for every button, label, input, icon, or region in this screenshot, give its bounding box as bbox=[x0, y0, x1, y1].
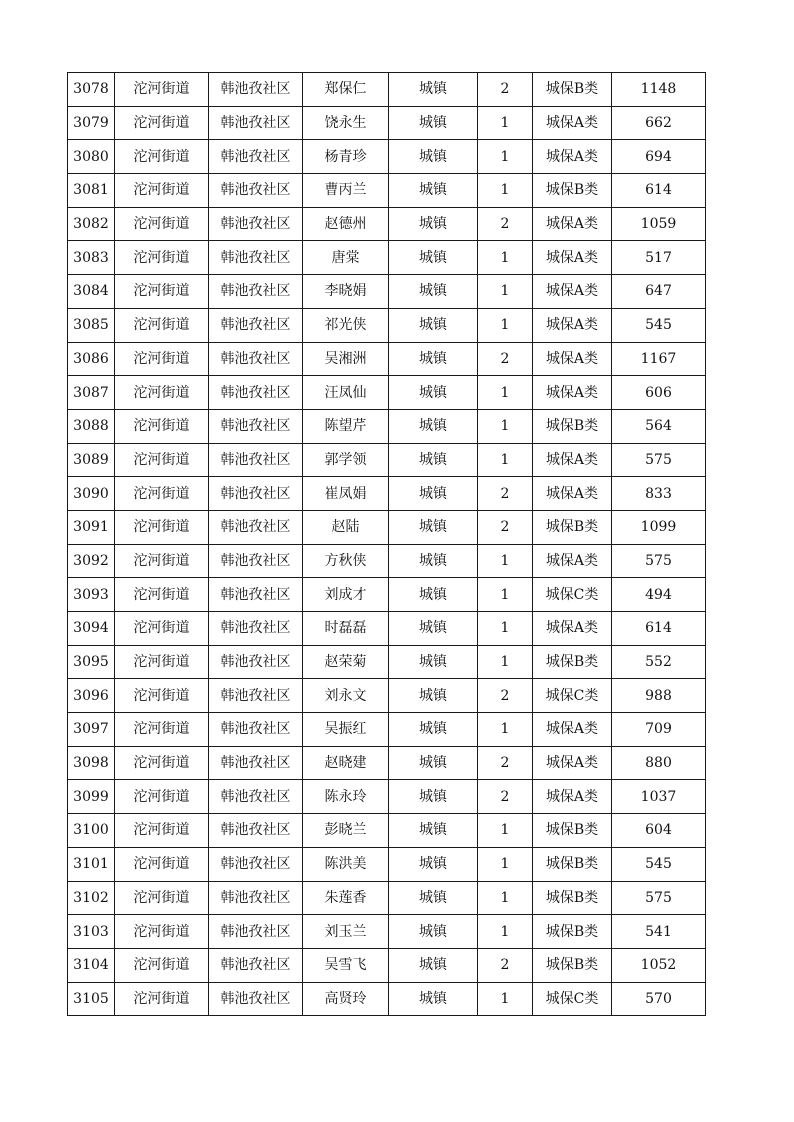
community-cell: 韩池孜社区 bbox=[209, 847, 303, 881]
community-cell: 韩池孜社区 bbox=[209, 645, 303, 679]
record-number-cell: 3096 bbox=[68, 679, 115, 713]
category-cell: 城保A类 bbox=[533, 308, 612, 342]
household-size-cell: 1 bbox=[478, 544, 533, 578]
allowance-table bbox=[67, 72, 706, 1016]
record-number-cell: 3093 bbox=[68, 578, 115, 612]
street-cell: 沱河街道 bbox=[115, 376, 209, 410]
table-row bbox=[68, 308, 706, 342]
record-number-cell: 3097 bbox=[68, 713, 115, 747]
area-type-cell: 城镇 bbox=[389, 948, 478, 982]
area-type-cell: 城镇 bbox=[389, 241, 478, 275]
community-cell: 韩池孜社区 bbox=[209, 342, 303, 376]
category-cell: 城保B类 bbox=[533, 409, 612, 443]
record-number-cell: 3104 bbox=[68, 948, 115, 982]
amount-cell: 552 bbox=[612, 645, 706, 679]
table-row bbox=[68, 915, 706, 949]
person-name-cell: 汪凤仙 bbox=[303, 376, 389, 410]
household-size-cell: 2 bbox=[478, 207, 533, 241]
category-cell: 城保B类 bbox=[533, 881, 612, 915]
area-type-cell: 城镇 bbox=[389, 713, 478, 747]
record-number-cell: 3095 bbox=[68, 645, 115, 679]
household-size-cell: 1 bbox=[478, 982, 533, 1016]
community-cell: 韩池孜社区 bbox=[209, 915, 303, 949]
amount-cell: 614 bbox=[612, 174, 706, 208]
person-name-cell: 刘成才 bbox=[303, 578, 389, 612]
person-name-cell: 方秋侠 bbox=[303, 544, 389, 578]
area-type-cell: 城镇 bbox=[389, 174, 478, 208]
record-number-cell: 3089 bbox=[68, 443, 115, 477]
household-size-cell: 1 bbox=[478, 376, 533, 410]
amount-cell: 988 bbox=[612, 679, 706, 713]
street-cell: 沱河街道 bbox=[115, 881, 209, 915]
person-name-cell: 朱莲香 bbox=[303, 881, 389, 915]
person-name-cell: 陈洪美 bbox=[303, 847, 389, 881]
category-cell: 城保C类 bbox=[533, 679, 612, 713]
household-size-cell: 2 bbox=[478, 746, 533, 780]
household-size-cell: 1 bbox=[478, 409, 533, 443]
table-row bbox=[68, 241, 706, 275]
category-cell: 城保A类 bbox=[533, 342, 612, 376]
category-cell: 城保B类 bbox=[533, 915, 612, 949]
street-cell: 沱河街道 bbox=[115, 342, 209, 376]
street-cell: 沱河街道 bbox=[115, 847, 209, 881]
amount-cell: 1052 bbox=[612, 948, 706, 982]
household-size-cell: 2 bbox=[478, 73, 533, 107]
category-cell: 城保A类 bbox=[533, 376, 612, 410]
table-row bbox=[68, 612, 706, 646]
area-type-cell: 城镇 bbox=[389, 847, 478, 881]
person-name-cell: 崔凤娟 bbox=[303, 477, 389, 511]
table-row bbox=[68, 409, 706, 443]
category-cell: 城保C类 bbox=[533, 982, 612, 1016]
record-number-cell: 3092 bbox=[68, 544, 115, 578]
amount-cell: 1099 bbox=[612, 510, 706, 544]
record-number-cell: 3099 bbox=[68, 780, 115, 814]
street-cell: 沱河街道 bbox=[115, 544, 209, 578]
area-type-cell: 城镇 bbox=[389, 510, 478, 544]
area-type-cell: 城镇 bbox=[389, 814, 478, 848]
amount-cell: 1148 bbox=[612, 73, 706, 107]
amount-cell: 494 bbox=[612, 578, 706, 612]
street-cell: 沱河街道 bbox=[115, 948, 209, 982]
record-number-cell: 3098 bbox=[68, 746, 115, 780]
category-cell: 城保B类 bbox=[533, 814, 612, 848]
person-name-cell: 李晓娟 bbox=[303, 275, 389, 309]
street-cell: 沱河街道 bbox=[115, 308, 209, 342]
amount-cell: 575 bbox=[612, 443, 706, 477]
table-row bbox=[68, 544, 706, 578]
community-cell: 韩池孜社区 bbox=[209, 409, 303, 443]
household-size-cell: 1 bbox=[478, 645, 533, 679]
record-number-cell: 3103 bbox=[68, 915, 115, 949]
household-size-cell: 1 bbox=[478, 443, 533, 477]
category-cell: 城保C类 bbox=[533, 578, 612, 612]
table-row bbox=[68, 780, 706, 814]
street-cell: 沱河街道 bbox=[115, 73, 209, 107]
community-cell: 韩池孜社区 bbox=[209, 207, 303, 241]
amount-cell: 604 bbox=[612, 814, 706, 848]
table-row bbox=[68, 140, 706, 174]
record-number-cell: 3085 bbox=[68, 308, 115, 342]
community-cell: 韩池孜社区 bbox=[209, 982, 303, 1016]
community-cell: 韩池孜社区 bbox=[209, 275, 303, 309]
household-size-cell: 1 bbox=[478, 308, 533, 342]
household-size-cell: 1 bbox=[478, 814, 533, 848]
area-type-cell: 城镇 bbox=[389, 376, 478, 410]
household-size-cell: 1 bbox=[478, 578, 533, 612]
amount-cell: 575 bbox=[612, 544, 706, 578]
table-row bbox=[68, 746, 706, 780]
person-name-cell: 赵晓建 bbox=[303, 746, 389, 780]
category-cell: 城保B类 bbox=[533, 510, 612, 544]
record-number-cell: 3081 bbox=[68, 174, 115, 208]
street-cell: 沱河街道 bbox=[115, 443, 209, 477]
amount-cell: 545 bbox=[612, 847, 706, 881]
area-type-cell: 城镇 bbox=[389, 409, 478, 443]
area-type-cell: 城镇 bbox=[389, 544, 478, 578]
area-type-cell: 城镇 bbox=[389, 140, 478, 174]
street-cell: 沱河街道 bbox=[115, 510, 209, 544]
person-name-cell: 郑保仁 bbox=[303, 73, 389, 107]
record-number-cell: 3080 bbox=[68, 140, 115, 174]
amount-cell: 833 bbox=[612, 477, 706, 511]
person-name-cell: 赵德州 bbox=[303, 207, 389, 241]
amount-cell: 647 bbox=[612, 275, 706, 309]
category-cell: 城保A类 bbox=[533, 275, 612, 309]
community-cell: 韩池孜社区 bbox=[209, 746, 303, 780]
area-type-cell: 城镇 bbox=[389, 746, 478, 780]
table-row bbox=[68, 982, 706, 1016]
amount-cell: 517 bbox=[612, 241, 706, 275]
record-number-cell: 3083 bbox=[68, 241, 115, 275]
table-row bbox=[68, 443, 706, 477]
category-cell: 城保A类 bbox=[533, 612, 612, 646]
area-type-cell: 城镇 bbox=[389, 308, 478, 342]
community-cell: 韩池孜社区 bbox=[209, 881, 303, 915]
category-cell: 城保B类 bbox=[533, 174, 612, 208]
category-cell: 城保A类 bbox=[533, 746, 612, 780]
person-name-cell: 吴湘洲 bbox=[303, 342, 389, 376]
street-cell: 沱河街道 bbox=[115, 174, 209, 208]
household-size-cell: 2 bbox=[478, 342, 533, 376]
record-number-cell: 3084 bbox=[68, 275, 115, 309]
household-size-cell: 1 bbox=[478, 106, 533, 140]
community-cell: 韩池孜社区 bbox=[209, 510, 303, 544]
amount-cell: 880 bbox=[612, 746, 706, 780]
table-row bbox=[68, 645, 706, 679]
amount-cell: 606 bbox=[612, 376, 706, 410]
person-name-cell: 高贤玲 bbox=[303, 982, 389, 1016]
table-row bbox=[68, 174, 706, 208]
category-cell: 城保A类 bbox=[533, 544, 612, 578]
household-size-cell: 1 bbox=[478, 713, 533, 747]
person-name-cell: 曹丙兰 bbox=[303, 174, 389, 208]
street-cell: 沱河街道 bbox=[115, 982, 209, 1016]
community-cell: 韩池孜社区 bbox=[209, 106, 303, 140]
area-type-cell: 城镇 bbox=[389, 982, 478, 1016]
record-number-cell: 3078 bbox=[68, 73, 115, 107]
record-number-cell: 3082 bbox=[68, 207, 115, 241]
category-cell: 城保A类 bbox=[533, 713, 612, 747]
street-cell: 沱河街道 bbox=[115, 275, 209, 309]
street-cell: 沱河街道 bbox=[115, 140, 209, 174]
community-cell: 韩池孜社区 bbox=[209, 308, 303, 342]
table-row bbox=[68, 477, 706, 511]
street-cell: 沱河街道 bbox=[115, 106, 209, 140]
area-type-cell: 城镇 bbox=[389, 915, 478, 949]
table-row bbox=[68, 814, 706, 848]
record-number-cell: 3091 bbox=[68, 510, 115, 544]
table-row bbox=[68, 847, 706, 881]
category-cell: 城保B类 bbox=[533, 948, 612, 982]
street-cell: 沱河街道 bbox=[115, 780, 209, 814]
table-row bbox=[68, 578, 706, 612]
person-name-cell: 时磊磊 bbox=[303, 612, 389, 646]
table-row bbox=[68, 342, 706, 376]
street-cell: 沱河街道 bbox=[115, 207, 209, 241]
community-cell: 韩池孜社区 bbox=[209, 477, 303, 511]
category-cell: 城保A类 bbox=[533, 106, 612, 140]
community-cell: 韩池孜社区 bbox=[209, 814, 303, 848]
amount-cell: 709 bbox=[612, 713, 706, 747]
community-cell: 韩池孜社区 bbox=[209, 443, 303, 477]
street-cell: 沱河街道 bbox=[115, 814, 209, 848]
amount-cell: 1037 bbox=[612, 780, 706, 814]
community-cell: 韩池孜社区 bbox=[209, 679, 303, 713]
record-number-cell: 3087 bbox=[68, 376, 115, 410]
household-size-cell: 1 bbox=[478, 612, 533, 646]
street-cell: 沱河街道 bbox=[115, 612, 209, 646]
category-cell: 城保A类 bbox=[533, 241, 612, 275]
allowance-table-body bbox=[68, 73, 706, 1016]
street-cell: 沱河街道 bbox=[115, 746, 209, 780]
person-name-cell: 唐棠 bbox=[303, 241, 389, 275]
community-cell: 韩池孜社区 bbox=[209, 544, 303, 578]
record-number-cell: 3079 bbox=[68, 106, 115, 140]
category-cell: 城保A类 bbox=[533, 207, 612, 241]
amount-cell: 541 bbox=[612, 915, 706, 949]
street-cell: 沱河街道 bbox=[115, 679, 209, 713]
table-row bbox=[68, 948, 706, 982]
household-size-cell: 1 bbox=[478, 847, 533, 881]
area-type-cell: 城镇 bbox=[389, 477, 478, 511]
area-type-cell: 城镇 bbox=[389, 645, 478, 679]
person-name-cell: 陈望芹 bbox=[303, 409, 389, 443]
community-cell: 韩池孜社区 bbox=[209, 241, 303, 275]
category-cell: 城保B类 bbox=[533, 73, 612, 107]
street-cell: 沱河街道 bbox=[115, 915, 209, 949]
amount-cell: 662 bbox=[612, 106, 706, 140]
person-name-cell: 刘玉兰 bbox=[303, 915, 389, 949]
category-cell: 城保A类 bbox=[533, 780, 612, 814]
record-number-cell: 3100 bbox=[68, 814, 115, 848]
community-cell: 韩池孜社区 bbox=[209, 140, 303, 174]
household-size-cell: 1 bbox=[478, 881, 533, 915]
amount-cell: 1167 bbox=[612, 342, 706, 376]
amount-cell: 564 bbox=[612, 409, 706, 443]
area-type-cell: 城镇 bbox=[389, 612, 478, 646]
street-cell: 沱河街道 bbox=[115, 241, 209, 275]
record-number-cell: 3101 bbox=[68, 847, 115, 881]
table-row bbox=[68, 275, 706, 309]
amount-cell: 570 bbox=[612, 982, 706, 1016]
table-row bbox=[68, 713, 706, 747]
community-cell: 韩池孜社区 bbox=[209, 376, 303, 410]
community-cell: 韩池孜社区 bbox=[209, 73, 303, 107]
street-cell: 沱河街道 bbox=[115, 477, 209, 511]
category-cell: 城保A类 bbox=[533, 140, 612, 174]
community-cell: 韩池孜社区 bbox=[209, 612, 303, 646]
record-number-cell: 3086 bbox=[68, 342, 115, 376]
household-size-cell: 2 bbox=[478, 948, 533, 982]
community-cell: 韩池孜社区 bbox=[209, 713, 303, 747]
community-cell: 韩池孜社区 bbox=[209, 780, 303, 814]
person-name-cell: 吴振红 bbox=[303, 713, 389, 747]
street-cell: 沱河街道 bbox=[115, 713, 209, 747]
person-name-cell: 郭学领 bbox=[303, 443, 389, 477]
record-number-cell: 3094 bbox=[68, 612, 115, 646]
area-type-cell: 城镇 bbox=[389, 73, 478, 107]
table-row bbox=[68, 376, 706, 410]
area-type-cell: 城镇 bbox=[389, 275, 478, 309]
amount-cell: 1059 bbox=[612, 207, 706, 241]
person-name-cell: 彭晓兰 bbox=[303, 814, 389, 848]
person-name-cell: 陈永玲 bbox=[303, 780, 389, 814]
record-number-cell: 3090 bbox=[68, 477, 115, 511]
area-type-cell: 城镇 bbox=[389, 443, 478, 477]
household-size-cell: 1 bbox=[478, 275, 533, 309]
category-cell: 城保A类 bbox=[533, 477, 612, 511]
amount-cell: 575 bbox=[612, 881, 706, 915]
table-row bbox=[68, 881, 706, 915]
person-name-cell: 吴雪飞 bbox=[303, 948, 389, 982]
street-cell: 沱河街道 bbox=[115, 645, 209, 679]
table-row bbox=[68, 510, 706, 544]
record-number-cell: 3088 bbox=[68, 409, 115, 443]
amount-cell: 545 bbox=[612, 308, 706, 342]
person-name-cell: 祁光侠 bbox=[303, 308, 389, 342]
table-row bbox=[68, 73, 706, 107]
area-type-cell: 城镇 bbox=[389, 207, 478, 241]
area-type-cell: 城镇 bbox=[389, 780, 478, 814]
household-size-cell: 2 bbox=[478, 679, 533, 713]
amount-cell: 694 bbox=[612, 140, 706, 174]
category-cell: 城保A类 bbox=[533, 443, 612, 477]
household-size-cell: 2 bbox=[478, 510, 533, 544]
community-cell: 韩池孜社区 bbox=[209, 578, 303, 612]
area-type-cell: 城镇 bbox=[389, 881, 478, 915]
category-cell: 城保B类 bbox=[533, 645, 612, 679]
person-name-cell: 杨青珍 bbox=[303, 140, 389, 174]
record-number-cell: 3102 bbox=[68, 881, 115, 915]
table-row bbox=[68, 679, 706, 713]
area-type-cell: 城镇 bbox=[389, 679, 478, 713]
community-cell: 韩池孜社区 bbox=[209, 174, 303, 208]
area-type-cell: 城镇 bbox=[389, 106, 478, 140]
person-name-cell: 赵陆 bbox=[303, 510, 389, 544]
record-number-cell: 3105 bbox=[68, 982, 115, 1016]
community-cell: 韩池孜社区 bbox=[209, 948, 303, 982]
person-name-cell: 赵荣菊 bbox=[303, 645, 389, 679]
household-size-cell: 1 bbox=[478, 140, 533, 174]
area-type-cell: 城镇 bbox=[389, 342, 478, 376]
household-size-cell: 2 bbox=[478, 477, 533, 511]
person-name-cell: 饶永生 bbox=[303, 106, 389, 140]
street-cell: 沱河街道 bbox=[115, 409, 209, 443]
table-row bbox=[68, 207, 706, 241]
household-size-cell: 1 bbox=[478, 241, 533, 275]
person-name-cell: 刘永文 bbox=[303, 679, 389, 713]
household-size-cell: 1 bbox=[478, 174, 533, 208]
household-size-cell: 1 bbox=[478, 915, 533, 949]
street-cell: 沱河街道 bbox=[115, 578, 209, 612]
household-size-cell: 2 bbox=[478, 780, 533, 814]
table-row bbox=[68, 106, 706, 140]
area-type-cell: 城镇 bbox=[389, 578, 478, 612]
category-cell: 城保B类 bbox=[533, 847, 612, 881]
amount-cell: 614 bbox=[612, 612, 706, 646]
